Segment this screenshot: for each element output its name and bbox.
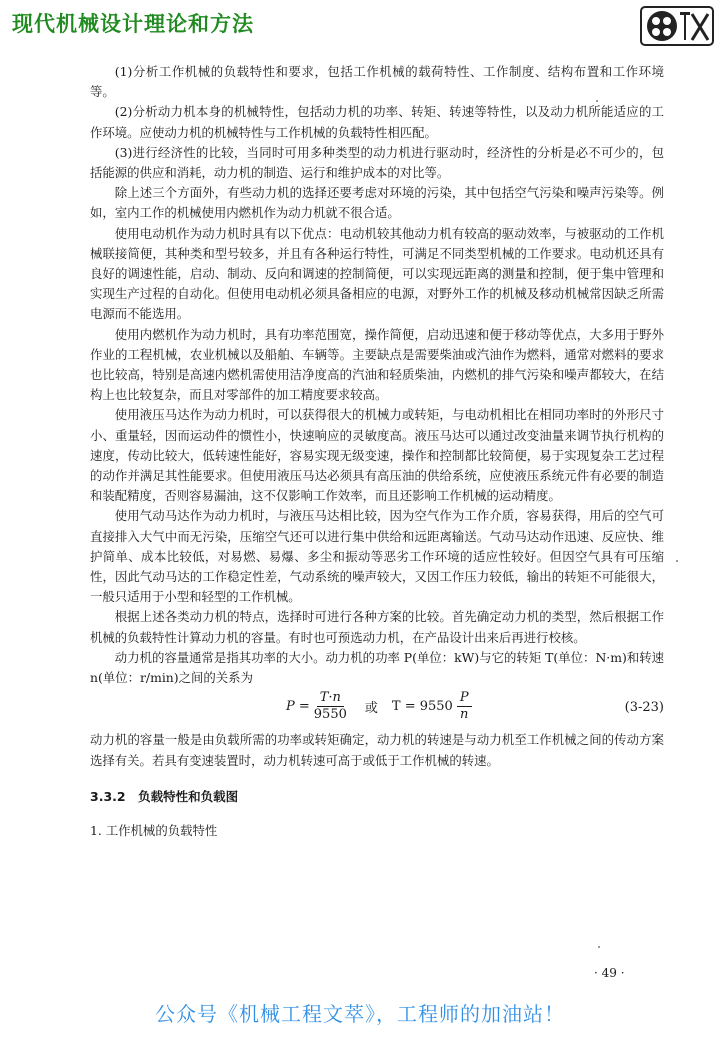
paragraph-10: 动力机的容量通常是指其功率的大小。动力机的功率 P(单位：kW)与它的转矩 T(单位：N·m)和转速 n(单位：r/min)之间的关系为: [90, 649, 664, 686]
paragraph-9: 根据上述各类动力机的特点，选择时可进行各种方案的比较。首先确定动力机的类型，然后根据工作机械的负载特性计算动力机的容量。有时也可预选动力机，在产品设计出来后再进行校核。: [90, 609, 664, 645]
formula-or: 或: [364, 701, 378, 717]
paragraph-8: 使用气动马达作为动力机时，与液压马达相比较，因为空气作为工作介质，容易获得，用后的空气可直接排入大气中而无污染，压缩空气还可以进行集中供给和远距离输送。气动马达动作迅速、反应快、维护简单、成本比较低，对易燃、易爆、多尘和振动等恶劣工作环境的适应性较好。但因空气具有可压缩性，因此气动马达的工作稳定性差，气动系统的噪声较大，又因工作压力较低，输出的转矩不可能很大，一般只适用于小型和轻型的工作机械。: [90, 508, 664, 605]
equation-3-23: [90, 688, 664, 730]
paragraph-6: 使用内燃机作为动力机时，具有功率范围宽，操作简便，启动迅速和便于移动等优点，大多用于野外作业的工程机械，农业机械以及船舶、车辆等。主要缺点是需要柴油或汽油作为燃料，通常对燃料的要求也比较高，特别是高速内燃机需使用洁净度高的汽油和轻质柴油，内燃机的排气污染和噪声都较大，在结构上也比较复杂，而且对零部件的加工精度要求较高。: [90, 326, 664, 403]
fraction-denominator: n: [460, 707, 469, 723]
paragraph-3: (3)进行经济性的比较，当同时可用多种类型的动力机进行驱动时，经济性的分析是必不可少的，包括能源的供应和消耗，动力机的制造、运行和维护成本的对比等。: [90, 144, 664, 181]
page-body: [90, 62, 664, 839]
paragraph-1: (1)分析工作机械的负载特性和要求，包括工作机械的载荷特性、工作制度、结构布置和工作环境等。: [90, 64, 664, 100]
formula-lhs-t: T = 9550: [391, 699, 453, 715]
fraction-p-n: [457, 690, 472, 723]
page-header: [0, 0, 720, 52]
paragraph-2: (2)分析动力机本身的机械特性，包括动力机的功率、转矩、转速等特性，以及动力机所能适应的工作环境。应使动力机的机械特性与工作机械的负载特性相匹配。: [90, 104, 664, 140]
paragraph-5: 使用电动机作为动力机时具有以下优点：电动机较其他动力机有较高的驱动效率，与被驱动的工作机械联接简便，其种类和型号较多，并且有各种运行特性，可满足不同类型机械的工作要求。电动机还具有良好的调速性能，启动、制动、反向和调速的控制简便，可以实现远距离的测量和控制，便于集中管理和实现生产过程的自动化。但使用电动机必须具备相应的电源，对野外工作的机械及移动机械常因缺乏所需电源而不能选用。: [90, 225, 664, 322]
book-title: 现代机械设计理论和方法: [12, 12, 254, 36]
footer-banner: 公众号《机械工程文萃》，工程师的加油站！: [155, 1002, 565, 1026]
fraction-numerator: P: [457, 690, 472, 707]
paragraph-after-formula: 动力机的容量一般是由负载所需的功率或转矩确定，动力机的转速是与动力机至工作机械之间的传动方案选择有关。若具有变速装置时，动力机转速可高于或低于工作机械的转速。: [90, 732, 664, 768]
fraction-numerator: T·n: [317, 690, 344, 707]
bearing-gear-logo-icon: [640, 4, 714, 48]
scan-speck: [598, 946, 600, 948]
scan-speck: [596, 100, 598, 102]
fraction-tn-9550: [314, 690, 347, 723]
formula-lhs-p: P =: [286, 699, 310, 715]
equation-number: (3-23): [624, 700, 664, 716]
page-number: · 49 ·: [594, 966, 625, 980]
scan-speck: [676, 560, 678, 562]
fraction-denominator: 9550: [313, 707, 347, 723]
section-heading: 3.3.2 负载特性和负载图: [90, 788, 239, 804]
paragraph-7: 使用液压马达作为动力机时，可以获得很大的机械力或转矩，与电动机相比在相同功率时的外形尺寸小、重量轻，因而运动件的惯性小，快速响应的灵敏度高。液压马达可以通过改变油量来调节执行机构的速度，传动比较大，低转速性能好，容易实现无级变速，操作和控制都比较简便，易于实现复杂工艺过程的动作并满足其性能要求。但使用液压马达必须具有高压油的供给系统，应使液压系统元件有必要的制造和装配精度，否则容易漏油，这不仅影响工作效率，而且还影响工作机械的运动精度。: [90, 407, 664, 504]
paragraph-4: 除上述三个方面外，有些动力机的选择还要考虑对环境的污染，其中包括空气污染和噪声污染等。例如，室内工作的机械使用内燃机作为动力机就不很合适。: [90, 185, 664, 221]
subsection-heading: 1. 工作机械的负载特性: [90, 822, 218, 838]
